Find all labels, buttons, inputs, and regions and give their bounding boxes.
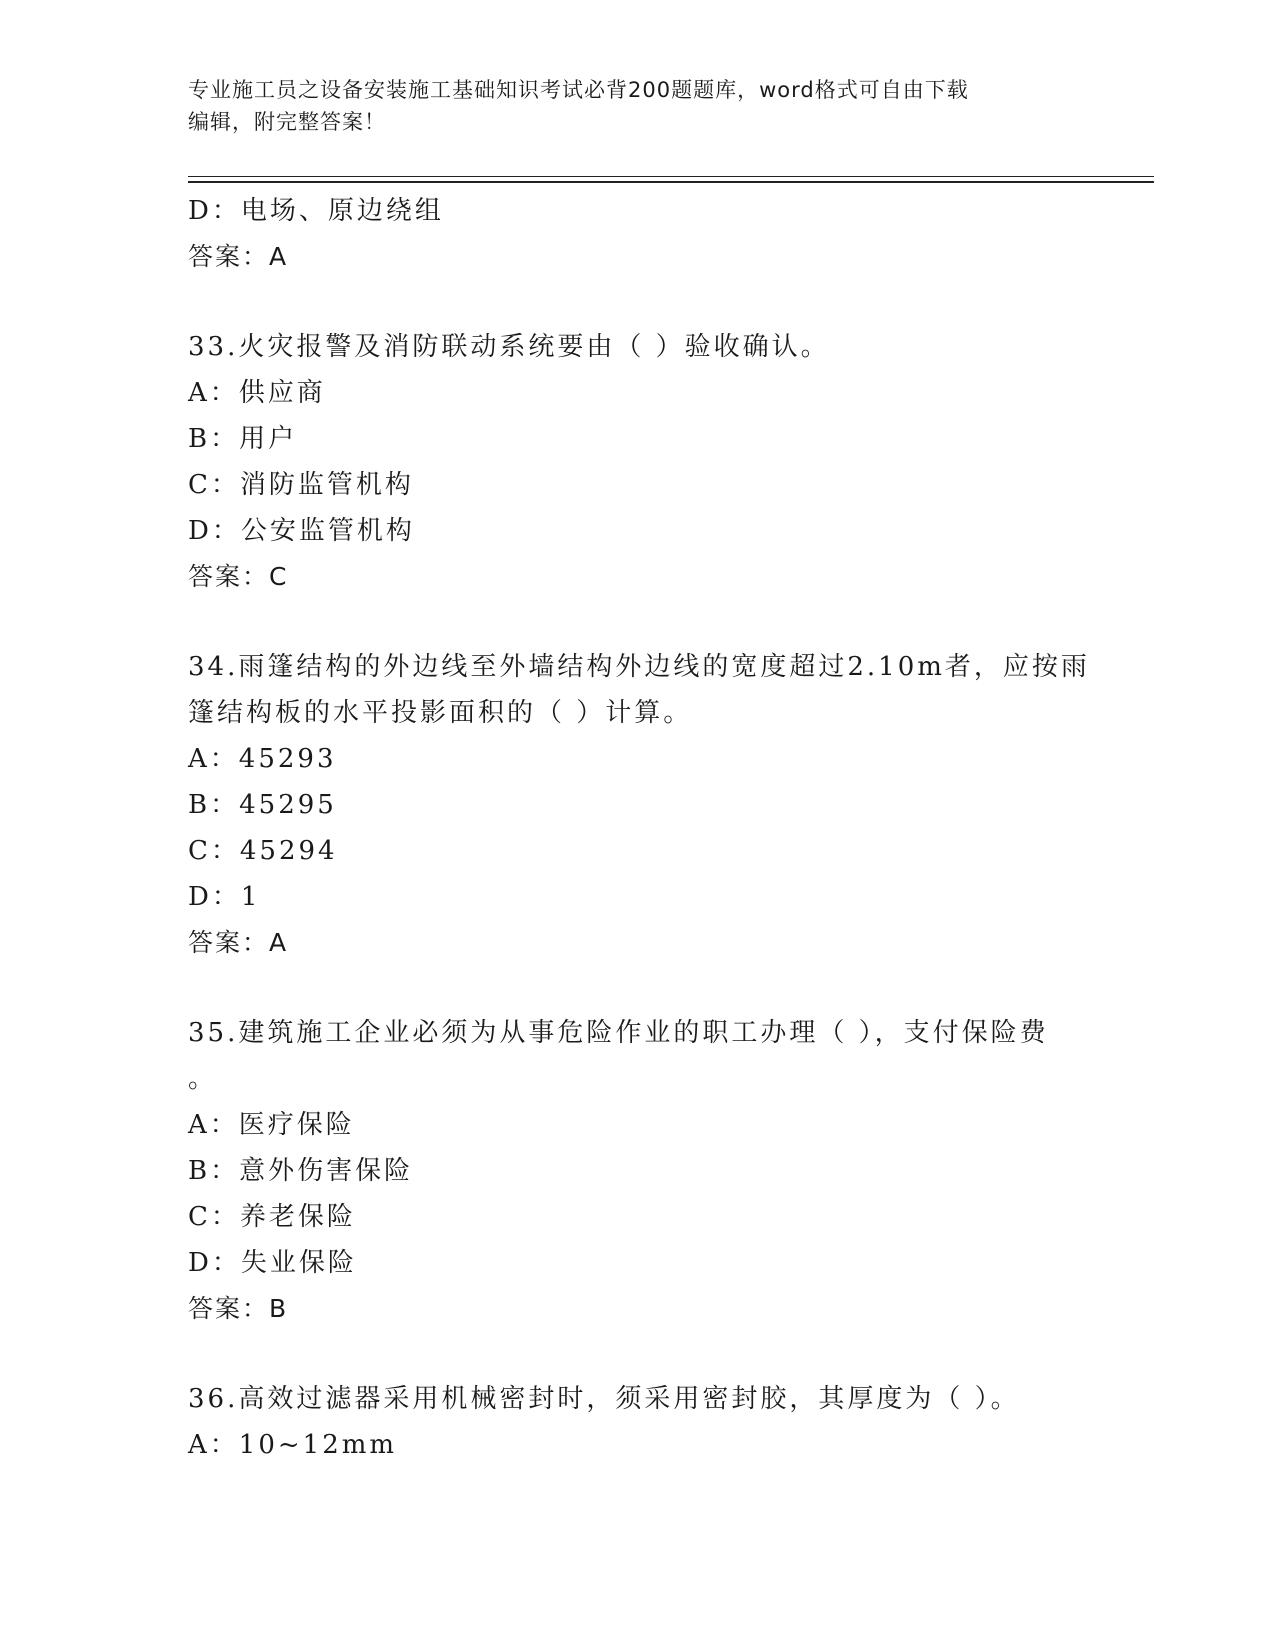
spacer	[188, 1332, 1088, 1376]
answer: 答案：A	[188, 928, 289, 957]
spacer	[188, 280, 1088, 324]
question-list	[188, 188, 1088, 1468]
option-a: A：45293	[188, 744, 337, 774]
question-stem: 33.火灾报警及消防联动系统要由（ ）验收确认。	[188, 332, 830, 362]
question-34	[188, 644, 1088, 966]
spacer	[188, 966, 1088, 1010]
option-b: B：意外伤害保险	[188, 1156, 414, 1186]
option-c: C：养老保险	[188, 1202, 356, 1232]
question-stem-line-2: 。	[188, 1064, 218, 1094]
option-d: D：公安监管机构	[188, 516, 415, 546]
question-stem-line-2: 篷结构板的水平投影面积的（ ）计算。	[188, 698, 693, 728]
option-d: D：电场、原边绕组	[188, 196, 444, 226]
document-header	[188, 74, 1088, 138]
option-a: A：供应商	[188, 378, 326, 408]
header-divider-top	[188, 176, 1154, 177]
header-line-2: 编辑，附完整答案！	[188, 110, 386, 134]
answer: 答案：A	[188, 242, 289, 271]
answer: 答案：B	[188, 1294, 289, 1323]
option-c: C：45294	[188, 836, 338, 866]
header-line-1: 专业施工员之设备安装施工基础知识考试必背200题题库，word格式可自由下载	[188, 78, 969, 102]
question-stem-line-1: 35.建筑施工企业必须为从事危险作业的职工办理（ ），支付保险费	[188, 1018, 1049, 1048]
option-a: A：10~12mm	[188, 1430, 398, 1460]
option-b: B：45295	[188, 790, 337, 820]
answer: 答案：C	[188, 562, 289, 591]
option-c: C：消防监管机构	[188, 470, 414, 500]
question-stem-line-1: 34.雨篷结构的外边线至外墙结构外边线的宽度超过2.10m者，应按雨	[188, 652, 1090, 682]
option-d: D：失业保险	[188, 1248, 357, 1278]
question-36	[188, 1376, 1088, 1468]
option-a: A：医疗保险	[188, 1110, 355, 1140]
header-divider-bottom	[188, 181, 1154, 183]
question-35	[188, 1010, 1088, 1332]
option-b: B：用户	[188, 424, 298, 454]
question-stem: 36.高效过滤器采用机械密封时，须采用密封胶，其厚度为（ ）。	[188, 1384, 1020, 1414]
question-33	[188, 324, 1088, 600]
option-d: D：1	[188, 882, 261, 912]
spacer	[188, 600, 1088, 644]
